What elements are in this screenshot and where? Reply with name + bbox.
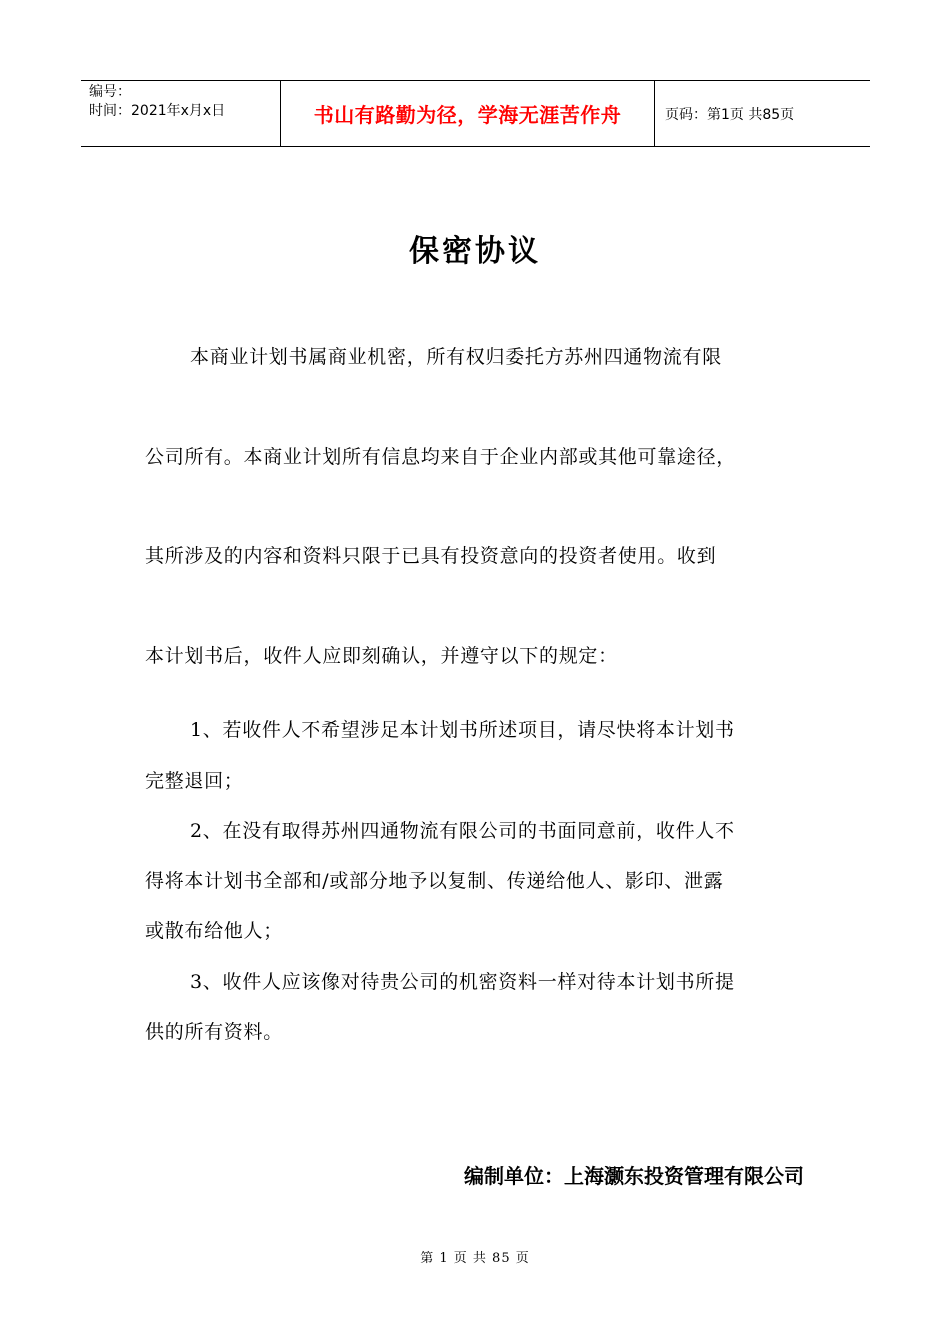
header-motto: 书山有路勤为径，学海无涯苦作舟: [281, 81, 655, 146]
time-text: 时间：2021年x月x日: [89, 103, 226, 119]
header-meta: [81, 81, 281, 146]
page-footer: 第 1 页 共 85 页: [420, 1251, 530, 1266]
serial-label: 编号：: [89, 84, 131, 100]
rule-2-line-2: 得将本计划书全部和/或部分地予以复制、传递给他人、影印、泄露: [145, 870, 724, 892]
header-page-info: 页码：第1页 共85页: [665, 106, 795, 123]
document-header: [81, 80, 870, 147]
body-line-4: 本计划书后，收件人应即刻确认，并遵守以下的规定：: [145, 645, 618, 667]
body-line-3: 其所涉及的内容和资料只限于已具有投资意向的投资者使用。收到: [145, 545, 717, 567]
rule-2-line-1: 2、在没有取得苏州四通物流有限公司的书面同意前，收件人不: [190, 820, 735, 842]
rule-1-line-2: 完整退回；: [145, 770, 244, 792]
rule-2-line-3: 或散布给他人；: [145, 920, 283, 942]
rule-3-line-2: 供的所有资料。: [145, 1021, 283, 1043]
rule-3-line-1: 3、收件人应该像对待贵公司的机密资料一样对待本计划书所提: [190, 971, 735, 993]
document-title: 保密协议: [409, 234, 541, 269]
rule-1-line-1: 1、若收件人不希望涉足本计划书所述项目，请尽快将本计划书: [190, 719, 735, 741]
body-line-2: 公司所有。本商业计划所有信息均来自于企业内部或其他可靠途径，: [145, 446, 737, 468]
document-signature: 编制单位：上海灏东投资管理有限公司: [464, 1164, 804, 1188]
body-line-1: 本商业计划书属商业机密，所有权归委托方苏州四通物流有限: [190, 346, 722, 368]
